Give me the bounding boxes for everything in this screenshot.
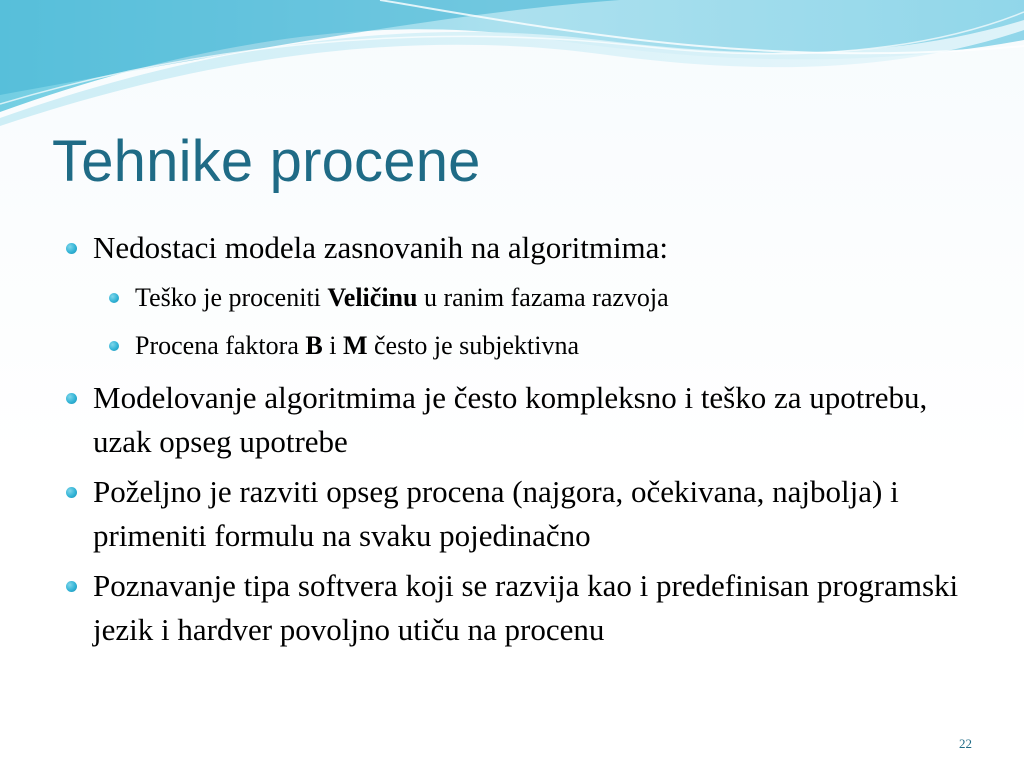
bullet-item bbox=[62, 226, 972, 370]
sub-bullet-list bbox=[93, 274, 972, 370]
sub-bullet-text-pre: Teško je proceniti bbox=[135, 283, 328, 312]
bullet-text: Nedostaci modela zasnovanih na algoritmima: bbox=[93, 230, 669, 265]
bullet-text: Modelovanje algoritmima je često kompleksno i teško za upotrebu, uzak opseg upotrebe bbox=[93, 380, 928, 459]
bullet-dot-icon bbox=[109, 341, 119, 351]
bullet-item bbox=[62, 376, 972, 464]
header-wave-decoration bbox=[0, 0, 1024, 130]
sub-bullet-item bbox=[104, 274, 972, 322]
bullet-dot-icon bbox=[66, 393, 77, 404]
sub-bullet-text-bold-m: M bbox=[342, 331, 368, 360]
sub-bullet-text-post: u ranim fazama razvoja bbox=[417, 283, 669, 312]
bullet-text: Poznavanje tipa softvera koji se razvija kao i predefinisan programski jezik i hardver povoljno utiču na procenu bbox=[93, 568, 959, 647]
bullet-dot-icon bbox=[66, 243, 77, 254]
bullet-dot-icon bbox=[109, 293, 119, 303]
sub-bullet-text-post: često je subjektivna bbox=[367, 331, 580, 360]
bullet-dot-icon bbox=[66, 581, 77, 592]
sub-bullet-text-bold: Veličinu bbox=[327, 283, 418, 312]
slide-content bbox=[62, 226, 972, 658]
sub-bullet-item bbox=[104, 322, 972, 370]
slide-title: Tehnike procene bbox=[52, 129, 481, 194]
bullet-item bbox=[62, 564, 972, 652]
sub-bullet-text-mid: i bbox=[322, 331, 343, 360]
bullet-item bbox=[62, 470, 972, 558]
bullet-text: Poželjno je razviti opseg procena (najgora, očekivana, najbolja) i primeniti formulu na svaku pojedinačno bbox=[93, 474, 899, 553]
page-number: 22 bbox=[959, 736, 972, 751]
bullet-dot-icon bbox=[66, 487, 77, 498]
sub-bullet-text-pre: Procena faktora bbox=[135, 331, 306, 360]
sub-bullet-text-bold-b: B bbox=[305, 331, 323, 360]
bullet-list bbox=[62, 226, 972, 652]
